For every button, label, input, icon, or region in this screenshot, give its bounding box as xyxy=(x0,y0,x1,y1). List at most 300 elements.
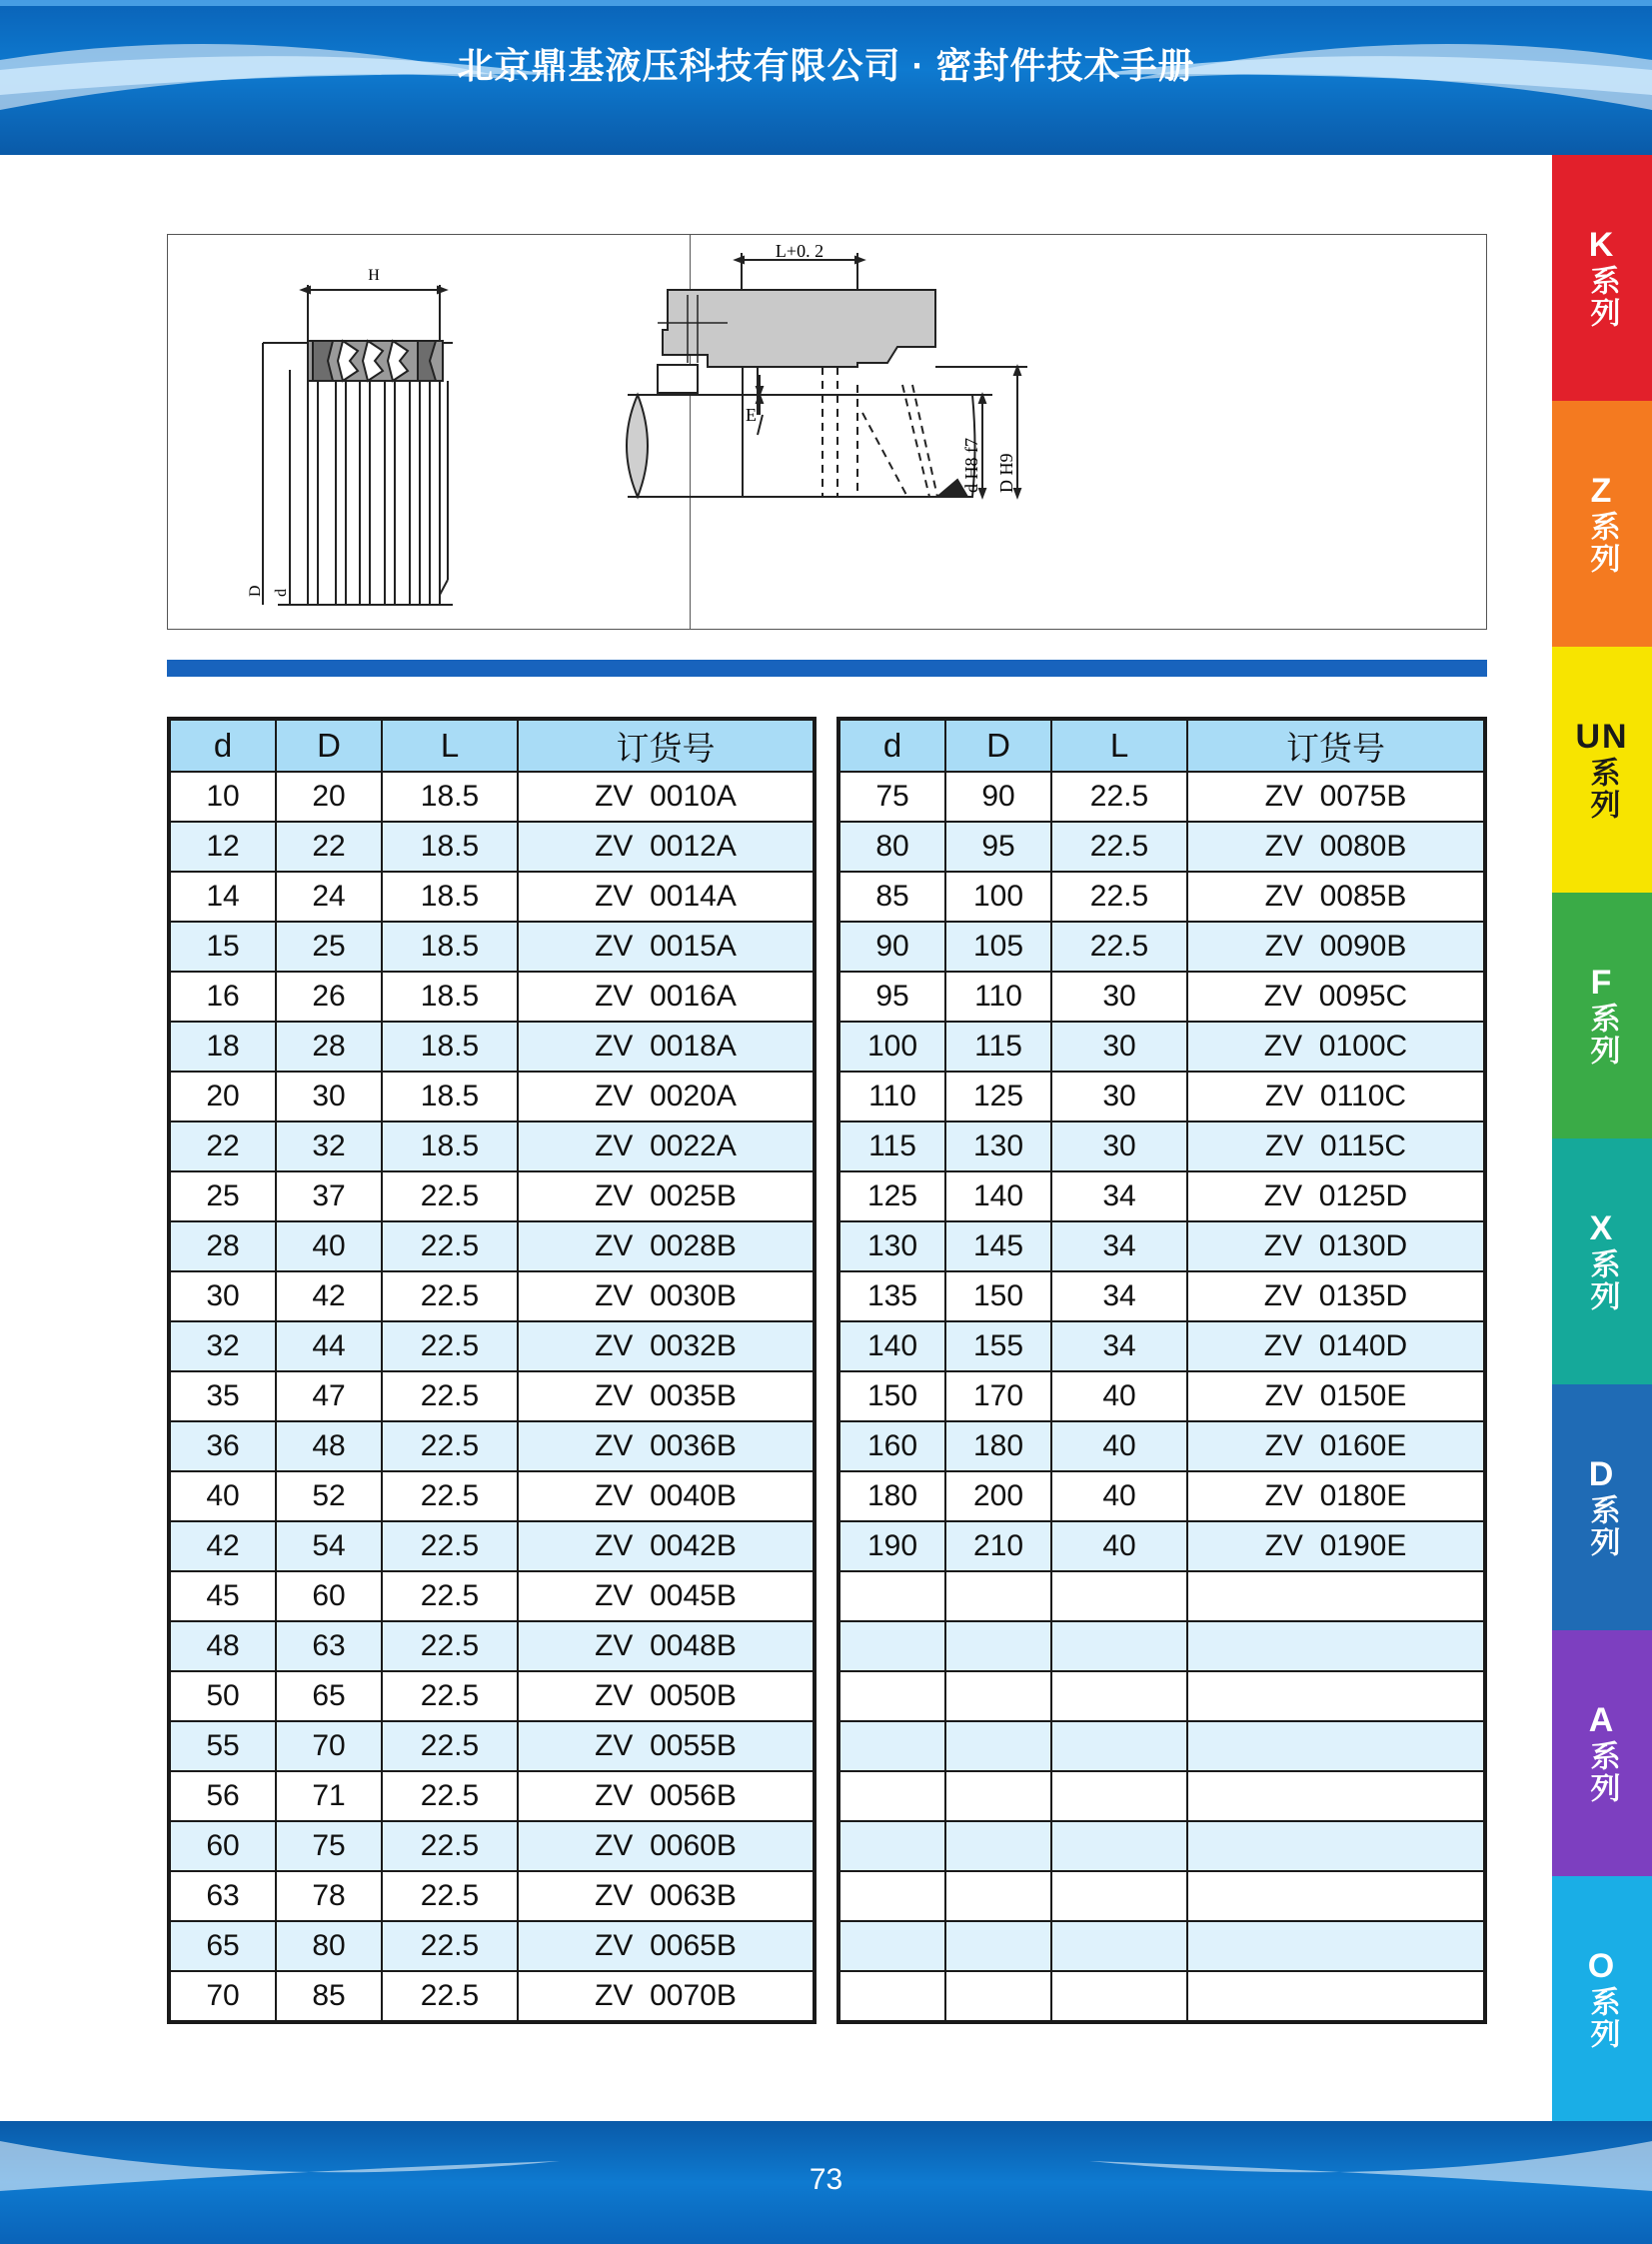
cell-D xyxy=(945,1871,1051,1921)
cell-L: 18.5 xyxy=(382,772,518,822)
cell-L: 18.5 xyxy=(382,822,518,872)
col-header-d: d xyxy=(169,719,276,772)
cell-D: 26 xyxy=(276,972,382,1022)
table-row xyxy=(169,1321,815,1371)
cell-order-no xyxy=(1187,1821,1485,1871)
cell-D xyxy=(945,1821,1051,1871)
cell-L: 22.5 xyxy=(382,1971,518,2022)
seal-cross-section-diagram xyxy=(168,235,1486,629)
table-row xyxy=(838,922,1485,972)
cell-D: 24 xyxy=(276,872,382,922)
cell-D: 47 xyxy=(276,1371,382,1421)
cell-d: 48 xyxy=(169,1621,276,1671)
cell-L xyxy=(1051,1971,1187,2022)
cell-d: 110 xyxy=(838,1072,945,1122)
page-footer xyxy=(0,2121,1652,2244)
cell-L: 22.5 xyxy=(1051,772,1187,822)
cell-L: 22.5 xyxy=(382,1471,518,1521)
cell-D: 32 xyxy=(276,1122,382,1171)
cell-d: 56 xyxy=(169,1771,276,1821)
table-row xyxy=(838,1221,1485,1271)
cell-d: 20 xyxy=(169,1072,276,1122)
cell-D: 44 xyxy=(276,1321,382,1371)
table-row xyxy=(169,922,815,972)
cell-d: 16 xyxy=(169,972,276,1022)
cell-order-no: ZV 0060B xyxy=(518,1821,815,1871)
cell-d: 30 xyxy=(169,1271,276,1321)
cell-d: 14 xyxy=(169,872,276,922)
cell-order-no: ZV 0075B xyxy=(1187,772,1485,822)
series-tab-word: 系列 xyxy=(1585,1493,1619,1558)
cell-d: 190 xyxy=(838,1521,945,1571)
series-tab-word: 系列 xyxy=(1585,756,1619,821)
series-tab-d[interactable] xyxy=(1552,1384,1652,1630)
cell-L: 22.5 xyxy=(382,1571,518,1621)
cell-d: 160 xyxy=(838,1421,945,1471)
cell-D: 42 xyxy=(276,1271,382,1321)
table-row xyxy=(169,1871,815,1921)
table-row xyxy=(838,1521,1485,1571)
cell-d: 50 xyxy=(169,1671,276,1721)
series-tab-a[interactable] xyxy=(1552,1630,1652,1876)
cell-d: 25 xyxy=(169,1171,276,1221)
cell-order-no: ZV 0015A xyxy=(518,922,815,972)
table-row xyxy=(169,1471,815,1521)
series-tab-code: UN xyxy=(1575,718,1629,757)
cell-L xyxy=(1051,1671,1187,1721)
cell-L xyxy=(1051,1771,1187,1821)
cell-order-no: ZV 0032B xyxy=(518,1321,815,1371)
cell-L: 22.5 xyxy=(382,1871,518,1921)
table-row xyxy=(838,1621,1485,1671)
table-row xyxy=(838,872,1485,922)
page-header xyxy=(0,0,1652,155)
cell-D: 71 xyxy=(276,1771,382,1821)
cell-L: 22.5 xyxy=(382,1671,518,1721)
cell-d: 15 xyxy=(169,922,276,972)
cell-d: 150 xyxy=(838,1371,945,1421)
size-table-left xyxy=(167,717,817,2024)
cell-L: 34 xyxy=(1051,1171,1187,1221)
series-tab-z[interactable] xyxy=(1552,401,1652,647)
col-header-D: D xyxy=(945,719,1051,772)
series-tab-word: 系列 xyxy=(1585,264,1619,329)
cell-D: 115 xyxy=(945,1022,1051,1072)
series-tab-code: D xyxy=(1588,1455,1616,1494)
cell-D: 125 xyxy=(945,1072,1051,1122)
cell-L: 22.5 xyxy=(382,1521,518,1571)
cell-L: 22.5 xyxy=(1051,922,1187,972)
table-row xyxy=(169,972,815,1022)
table-row xyxy=(169,1521,815,1571)
cell-d: 42 xyxy=(169,1521,276,1571)
cell-D xyxy=(945,1771,1051,1821)
col-header-d: d xyxy=(838,719,945,772)
cell-D: 150 xyxy=(945,1271,1051,1321)
cell-D: 210 xyxy=(945,1521,1051,1571)
table-row xyxy=(838,1271,1485,1321)
cell-order-no: ZV 0110C xyxy=(1187,1072,1485,1122)
dim-D-label: D xyxy=(247,585,264,597)
series-tab-word: 系列 xyxy=(1585,1247,1619,1312)
table-row xyxy=(169,1671,815,1721)
cell-d: 55 xyxy=(169,1721,276,1771)
cell-order-no: ZV 0040B xyxy=(518,1471,815,1521)
table-row xyxy=(169,1771,815,1821)
cell-order-no: ZV 0080B xyxy=(1187,822,1485,872)
cell-D: 54 xyxy=(276,1521,382,1571)
cell-d xyxy=(838,1571,945,1621)
cell-D: 95 xyxy=(945,822,1051,872)
cell-D: 22 xyxy=(276,822,382,872)
cell-d: 95 xyxy=(838,972,945,1022)
table-header-row xyxy=(838,719,1485,772)
cell-L: 18.5 xyxy=(382,972,518,1022)
cell-d: 90 xyxy=(838,922,945,972)
cell-L xyxy=(1051,1871,1187,1921)
table-row xyxy=(169,1122,815,1171)
table-row xyxy=(169,1571,815,1621)
cell-d xyxy=(838,1921,945,1971)
cell-L: 22.5 xyxy=(382,1621,518,1671)
cell-L: 34 xyxy=(1051,1221,1187,1271)
cell-L: 22.5 xyxy=(382,1221,518,1271)
cell-order-no: ZV 0035B xyxy=(518,1371,815,1421)
cell-L xyxy=(1051,1821,1187,1871)
cell-d xyxy=(838,1871,945,1921)
series-tab-code: X xyxy=(1589,1209,1615,1248)
cell-order-no: ZV 0090B xyxy=(1187,922,1485,972)
cell-d: 45 xyxy=(169,1571,276,1621)
cell-d: 28 xyxy=(169,1221,276,1271)
series-tab-word: 系列 xyxy=(1585,1002,1619,1067)
cell-D: 110 xyxy=(945,972,1051,1022)
table-row xyxy=(838,772,1485,822)
table-row xyxy=(169,1621,815,1671)
seal-diagram-panel xyxy=(167,234,1487,630)
cell-order-no: ZV 0050B xyxy=(518,1671,815,1721)
cell-D xyxy=(945,1721,1051,1771)
cell-L: 22.5 xyxy=(382,1921,518,1971)
cell-order-no xyxy=(1187,1921,1485,1971)
cell-order-no: ZV 0036B xyxy=(518,1421,815,1471)
cell-D xyxy=(945,1921,1051,1971)
cell-order-no: ZV 0016A xyxy=(518,972,815,1022)
series-tab-code: K xyxy=(1588,226,1616,265)
cell-D xyxy=(945,1971,1051,2022)
cell-order-no xyxy=(1187,1721,1485,1771)
series-tab-word: 系列 xyxy=(1585,1739,1619,1804)
cell-order-no: ZV 0010A xyxy=(518,772,815,822)
cell-order-no xyxy=(1187,1571,1485,1621)
cell-L: 30 xyxy=(1051,1022,1187,1072)
table-row xyxy=(838,1171,1485,1221)
cell-D: 63 xyxy=(276,1621,382,1671)
table-row xyxy=(169,1971,815,2022)
cell-L: 40 xyxy=(1051,1371,1187,1421)
cell-D: 70 xyxy=(276,1721,382,1771)
table-header-row xyxy=(169,719,815,772)
cell-L: 40 xyxy=(1051,1421,1187,1471)
cell-L: 22.5 xyxy=(382,1371,518,1421)
dim-DH9-label: D H9 xyxy=(996,453,1016,493)
table-row xyxy=(169,772,815,822)
cell-d: 60 xyxy=(169,1821,276,1871)
cell-D: 170 xyxy=(945,1371,1051,1421)
cell-order-no xyxy=(1187,1971,1485,2022)
cell-L: 22.5 xyxy=(1051,872,1187,922)
table-row xyxy=(169,1821,815,1871)
cell-D: 155 xyxy=(945,1321,1051,1371)
cell-order-no: ZV 0150E xyxy=(1187,1371,1485,1421)
cell-L xyxy=(1051,1721,1187,1771)
cell-order-no: ZV 0056B xyxy=(518,1771,815,1821)
cell-D xyxy=(945,1571,1051,1621)
cell-L: 34 xyxy=(1051,1321,1187,1371)
cell-D: 130 xyxy=(945,1122,1051,1171)
cell-D: 145 xyxy=(945,1221,1051,1271)
table-row xyxy=(838,1321,1485,1371)
cell-L: 30 xyxy=(1051,1072,1187,1122)
cell-L xyxy=(1051,1571,1187,1621)
cell-L: 22.5 xyxy=(382,1171,518,1221)
cell-L: 22.5 xyxy=(382,1771,518,1821)
cell-D: 65 xyxy=(276,1671,382,1721)
cell-L: 18.5 xyxy=(382,1122,518,1171)
cell-D xyxy=(945,1621,1051,1671)
cell-order-no: ZV 0085B xyxy=(1187,872,1485,922)
cell-order-no: ZV 0180E xyxy=(1187,1471,1485,1521)
series-tab-code: O xyxy=(1587,1947,1617,1986)
cell-D: 30 xyxy=(276,1072,382,1122)
table-row xyxy=(838,1821,1485,1871)
cell-order-no: ZV 0065B xyxy=(518,1921,815,1971)
cell-order-no xyxy=(1187,1871,1485,1921)
table-row xyxy=(838,1921,1485,1971)
cell-order-no: ZV 0025B xyxy=(518,1171,815,1221)
series-tab-x[interactable] xyxy=(1552,1138,1652,1384)
table-row xyxy=(838,1871,1485,1921)
table-row xyxy=(169,1221,815,1271)
dim-L-label: L+0. 2 xyxy=(775,241,825,261)
table-row xyxy=(169,822,815,872)
cell-L: 30 xyxy=(1051,1122,1187,1171)
cell-D: 100 xyxy=(945,872,1051,922)
table-row xyxy=(838,1022,1485,1072)
cell-order-no: ZV 0028B xyxy=(518,1221,815,1271)
cell-order-no: ZV 0020A xyxy=(518,1072,815,1122)
cell-D: 200 xyxy=(945,1471,1051,1521)
cell-order-no: ZV 0160E xyxy=(1187,1421,1485,1471)
series-tab-code: Z xyxy=(1590,472,1614,511)
cell-D: 105 xyxy=(945,922,1051,972)
cell-order-no: ZV 0012A xyxy=(518,822,815,872)
col-header-order-no: 订货号 xyxy=(518,719,815,772)
cell-d: 22 xyxy=(169,1122,276,1171)
cell-order-no: ZV 0022A xyxy=(518,1122,815,1171)
cell-d xyxy=(838,1971,945,2022)
table-row xyxy=(169,1022,815,1072)
table-row xyxy=(838,1122,1485,1171)
cell-d: 36 xyxy=(169,1421,276,1471)
table-row xyxy=(169,872,815,922)
cell-order-no: ZV 0018A xyxy=(518,1022,815,1072)
dim-H-label: H xyxy=(368,267,380,284)
cell-order-no: ZV 0014A xyxy=(518,872,815,922)
cell-d: 65 xyxy=(169,1921,276,1971)
cell-L: 22.5 xyxy=(1051,822,1187,872)
cell-D: 25 xyxy=(276,922,382,972)
cell-d: 63 xyxy=(169,1871,276,1921)
cell-order-no xyxy=(1187,1671,1485,1721)
cell-D: 28 xyxy=(276,1022,382,1072)
cell-order-no: ZV 0048B xyxy=(518,1621,815,1671)
series-tab-code: A xyxy=(1588,1701,1616,1740)
cell-d: 80 xyxy=(838,822,945,872)
table-row xyxy=(838,1072,1485,1122)
col-header-order-no: 订货号 xyxy=(1187,719,1485,772)
cell-D: 180 xyxy=(945,1421,1051,1471)
table-row xyxy=(838,1971,1485,2022)
col-header-D: D xyxy=(276,719,382,772)
table-row xyxy=(838,822,1485,872)
cell-d: 18 xyxy=(169,1022,276,1072)
cell-d xyxy=(838,1821,945,1871)
cell-L: 40 xyxy=(1051,1521,1187,1571)
series-tab-strip xyxy=(1552,155,1652,2121)
cell-order-no: ZV 0030B xyxy=(518,1271,815,1321)
cell-order-no: ZV 0045B xyxy=(518,1571,815,1621)
cell-d: 180 xyxy=(838,1471,945,1521)
table-row xyxy=(169,1171,815,1221)
cell-D: 85 xyxy=(276,1971,382,2022)
cell-L: 22.5 xyxy=(382,1421,518,1471)
page-number: 73 xyxy=(809,2163,843,2196)
table-row xyxy=(838,1771,1485,1821)
cell-d: 12 xyxy=(169,822,276,872)
cell-order-no: ZV 0063B xyxy=(518,1871,815,1921)
cell-d: 40 xyxy=(169,1471,276,1521)
cell-order-no xyxy=(1187,1771,1485,1821)
cell-D: 140 xyxy=(945,1171,1051,1221)
dim-E-label: E xyxy=(746,405,757,425)
series-tab-word: 系列 xyxy=(1585,1985,1619,2050)
cell-d: 32 xyxy=(169,1321,276,1371)
cell-d: 140 xyxy=(838,1321,945,1371)
cell-order-no: ZV 0125D xyxy=(1187,1171,1485,1221)
series-tab-k[interactable] xyxy=(1552,155,1652,401)
dim-d-label: d xyxy=(273,589,290,597)
cell-order-no: ZV 0042B xyxy=(518,1521,815,1571)
cell-L xyxy=(1051,1621,1187,1671)
table-row xyxy=(169,1072,815,1122)
cell-order-no xyxy=(1187,1621,1485,1671)
cell-order-no: ZV 0115C xyxy=(1187,1122,1485,1171)
table-row xyxy=(838,1721,1485,1771)
cell-D: 48 xyxy=(276,1421,382,1471)
table-row xyxy=(838,1421,1485,1471)
cell-d xyxy=(838,1721,945,1771)
cell-d: 115 xyxy=(838,1122,945,1171)
table-row xyxy=(169,1921,815,1971)
table-row xyxy=(838,1471,1485,1521)
table-row xyxy=(838,1571,1485,1621)
cell-L: 30 xyxy=(1051,972,1187,1022)
series-tab-un[interactable] xyxy=(1552,647,1652,893)
cell-L: 22.5 xyxy=(382,1721,518,1771)
cell-order-no: ZV 0070B xyxy=(518,1971,815,2022)
cell-d: 10 xyxy=(169,772,276,822)
table-row xyxy=(169,1371,815,1421)
cell-D: 90 xyxy=(945,772,1051,822)
cell-L: 34 xyxy=(1051,1271,1187,1321)
cell-order-no: ZV 0130D xyxy=(1187,1221,1485,1271)
cell-L: 22.5 xyxy=(382,1271,518,1321)
header-title: 北京鼎基液压科技有限公司 · 密封件技术手册 xyxy=(457,45,1195,86)
cell-d: 130 xyxy=(838,1221,945,1271)
cell-D: 37 xyxy=(276,1171,382,1221)
cell-order-no: ZV 0095C xyxy=(1187,972,1485,1022)
series-tab-o[interactable] xyxy=(1552,1876,1652,2122)
cell-d: 85 xyxy=(838,872,945,922)
cell-order-no: ZV 0135D xyxy=(1187,1271,1485,1321)
cell-d xyxy=(838,1621,945,1671)
cell-D: 75 xyxy=(276,1821,382,1871)
cell-d xyxy=(838,1771,945,1821)
cell-D: 40 xyxy=(276,1221,382,1271)
cell-d: 75 xyxy=(838,772,945,822)
cell-D: 52 xyxy=(276,1471,382,1521)
cell-D: 20 xyxy=(276,772,382,822)
series-tab-code: F xyxy=(1590,964,1614,1003)
cell-d: 135 xyxy=(838,1271,945,1321)
cell-order-no: ZV 0190E xyxy=(1187,1521,1485,1571)
table-row xyxy=(169,1721,815,1771)
cell-L: 18.5 xyxy=(382,1072,518,1122)
series-tab-word: 系列 xyxy=(1585,510,1619,575)
cell-L: 18.5 xyxy=(382,1022,518,1072)
cell-d: 35 xyxy=(169,1371,276,1421)
cell-L: 22.5 xyxy=(382,1321,518,1371)
series-tab-f[interactable] xyxy=(1552,893,1652,1138)
table-row xyxy=(169,1271,815,1321)
cell-order-no: ZV 0140D xyxy=(1187,1321,1485,1371)
cell-L xyxy=(1051,1921,1187,1971)
table-row xyxy=(838,1671,1485,1721)
cell-D: 78 xyxy=(276,1871,382,1921)
col-header-L: L xyxy=(1051,719,1187,772)
cell-D xyxy=(945,1671,1051,1721)
cell-L: 18.5 xyxy=(382,922,518,972)
cell-d xyxy=(838,1671,945,1721)
cell-d: 100 xyxy=(838,1022,945,1072)
cell-d: 125 xyxy=(838,1171,945,1221)
seal-stack-drawing xyxy=(263,285,453,605)
cell-order-no: ZV 0100C xyxy=(1187,1022,1485,1072)
cell-order-no: ZV 0055B xyxy=(518,1721,815,1771)
table-row xyxy=(838,1371,1485,1421)
cell-L: 22.5 xyxy=(382,1821,518,1871)
table-row xyxy=(169,1421,815,1471)
cell-D: 60 xyxy=(276,1571,382,1621)
dim-dH8f7-label: d H8 f7 xyxy=(961,438,981,493)
section-divider-bar xyxy=(167,660,1487,677)
table-row xyxy=(838,972,1485,1022)
cell-D: 80 xyxy=(276,1921,382,1971)
cell-d: 70 xyxy=(169,1971,276,2022)
col-header-L: L xyxy=(382,719,518,772)
size-table-right xyxy=(836,717,1487,2024)
